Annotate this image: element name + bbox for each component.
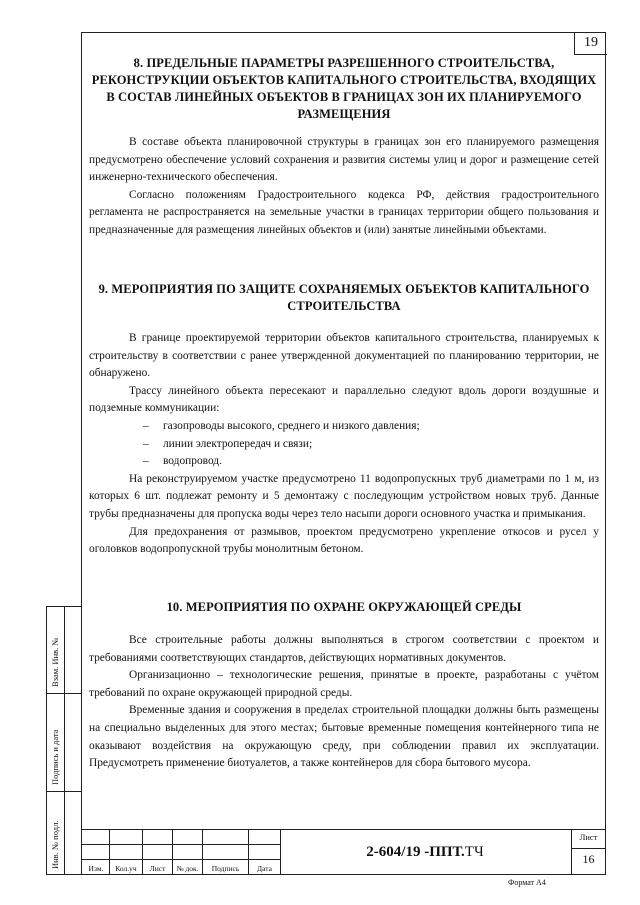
col-date: Дата <box>257 864 272 873</box>
document-code <box>280 829 570 875</box>
section-10-title: 10. МЕРОПРИЯТИЯ ПО ОХРАНЕ ОКРУЖАЮЩЕЙ СРЕДЫ <box>166 600 522 614</box>
document-code-suffix: ТЧ <box>464 843 484 860</box>
paragraph: В границе проектируемой территории объектов капитального строительства, планируемых к строительству в соответствии с ранее утвержденной документацией по планированию территории, не обнаружено. <box>89 332 599 380</box>
stamp-line <box>81 859 280 860</box>
sheet-label: Лист <box>579 832 598 842</box>
stamp-line <box>81 844 280 845</box>
paragraph: В составе объекта планировочной структуры в границах зон его планируемого размещения предусмотрено обеспечение условий сохранения и развития системы улиц и дорог и размещение сетей инженерно-технического обеспечения. <box>89 136 599 184</box>
section-10-body <box>89 632 599 773</box>
section-9-body <box>89 330 599 559</box>
side-stamp <box>46 606 82 875</box>
side-divider <box>64 607 65 874</box>
paragraph: Для предохранения от размывов, проектом предусмотрено укрепление откосов и русел у оголовков водопропускной трубы монолитным бетоном. <box>89 525 599 556</box>
page-number: 19 <box>574 32 607 55</box>
paragraph: Организационно – технологические решения, принятые в проекте, разработаны с учётом требований по охране окружающей природной среды. <box>89 669 599 699</box>
sign-date-label: Подпись и дата <box>50 729 60 785</box>
communications-list <box>89 418 599 471</box>
list-item: – линии электропередач и связи; <box>143 436 599 454</box>
paragraph: Временные здания и сооружения в пределах строительной площадки должны быть размещены на специально выделенных для этого местах; бытовые временные помещения контейнерного типа не оказывают воздействия на окружающую среду, при соблюдении правил их эксплуатации. Предусмотреть применение биотуалетов, а также контейнеров для сбора бытового мусора. <box>89 704 599 770</box>
list-item: – водопровод. <box>143 453 599 471</box>
col-doc-no: № док. <box>176 864 199 873</box>
document-code-main: 2-604/19 -ППТ. <box>366 843 465 860</box>
col-list: Лист <box>149 864 166 873</box>
col-izm: Изм. <box>88 864 104 873</box>
paragraph: Все строительные работы должны выполняться в строгом соответствии с проектом и требованиями соответствующих стандартов, действующих нормативных документов. <box>89 634 599 664</box>
sheet-number: 16 <box>582 852 595 866</box>
section-8-title: 8. ПРЕДЕЛЬНЫЕ ПАРАМЕТРЫ РАЗРЕШЕННОГО СТРОИТЕЛЬСТВА, РЕКОНСТРУКЦИИ ОБЪЕКТОВ КАПИТАЛЬНОГО СТРОИТЕЛЬСТВА, ВХОДЯЩИХ В СОСТАВ ЛИНЕЙНЫХ ОБЪЕКТОВ В ГРАНИЦАХ ЗОН ИХ ПЛАНИРУЕМОГО РАЗМЕЩЕНИЯ <box>91 56 597 121</box>
col-kol-uch: Кол.уч <box>115 864 137 873</box>
side-divider <box>47 693 81 694</box>
format-label: Формат А4 <box>508 878 546 887</box>
vzam-inv-label: Взам. Инв. № <box>50 637 60 687</box>
section-9-heading <box>89 281 599 315</box>
stamp-line <box>571 848 606 849</box>
section-8-body <box>89 134 599 240</box>
list-item: – газопроводы высокого, среднего и низкого давления; <box>143 418 599 436</box>
col-signature: Подпись <box>211 864 240 873</box>
paragraph: Согласно положениям Градостроительного кодекса РФ, действия градостроительного регламента не распространяется на земельные участки в границах территории общего пользования и предназначенные для размещения линейных объектов и (или) занятые линейными объектами. <box>89 188 599 236</box>
inv-orig-label: Инв. № подл. <box>50 820 60 869</box>
section-8-heading <box>89 55 599 123</box>
paragraph: На реконструируемом участке предусмотрено 11 водопропускных труб диаметрами по 1 м, из которых 6 шт. подлежат ремонту и 5 демонтажу с последующим устройством новых труб. Данные трубы предназначены для пропуска воды через тело насыпи дороги основного участка и примыкания. <box>89 472 599 520</box>
section-10-heading <box>89 599 599 616</box>
side-divider <box>47 791 81 792</box>
paragraph: Трассу линейного объекта пересекают и параллельно следуют вдоль дороги воздушные и подземные коммуникации: <box>89 384 599 415</box>
section-9-title: 9. МЕРОПРИЯТИЯ ПО ЗАЩИТЕ СОХРАНЯЕМЫХ ОБЪЕКТОВ КАПИТАЛЬНОГО СТРОИТЕЛЬСТВА <box>98 282 590 313</box>
